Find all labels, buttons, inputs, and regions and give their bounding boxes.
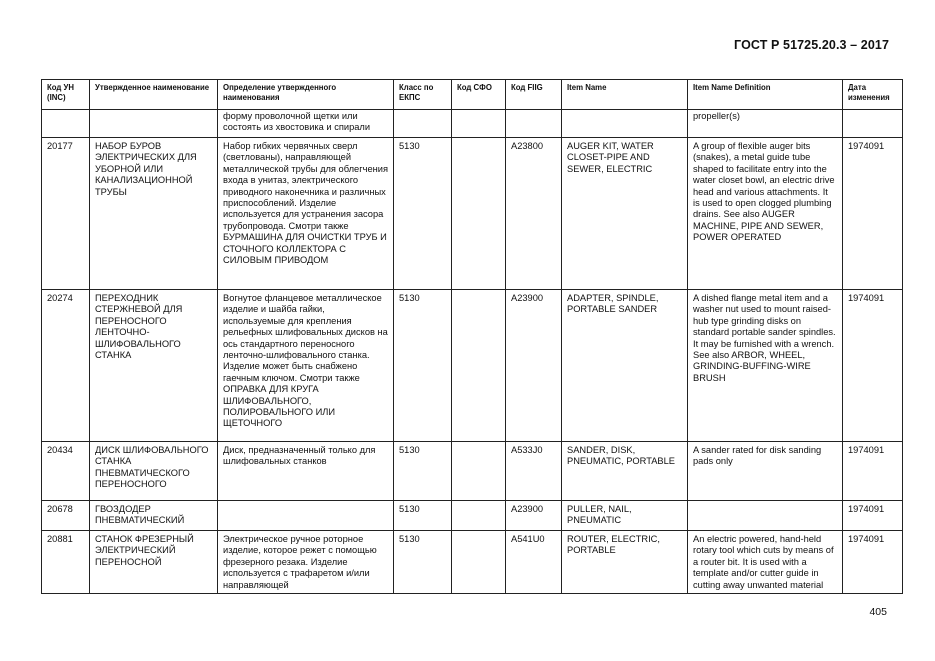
cell-item-name: ROUTER, ELECTRIC, PORTABLE bbox=[562, 531, 688, 594]
table-row bbox=[42, 110, 903, 138]
cell-approved-name: ПЕРЕХОДНИК СТЕРЖНЕВОЙ ДЛЯ ПЕРЕНОСНОГО ЛЕНТОЧНО-ШЛИФОВАЛЬНОГО СТАНКА bbox=[90, 290, 218, 442]
table-row bbox=[42, 290, 903, 442]
table-header-row bbox=[42, 80, 903, 110]
cell-change-date: 1974091 bbox=[843, 531, 903, 594]
table-row bbox=[42, 138, 903, 290]
table-row bbox=[42, 531, 903, 594]
cell-item-name bbox=[562, 110, 688, 138]
cell-sfo-code bbox=[452, 531, 506, 594]
cell-ekps-class bbox=[394, 110, 452, 138]
cell-approved-definition: Вогнутое фланцевое металлическое изделие и шайба гайки, используемые для крепления рельефных шлифовальных дисков на ось стандартного переносного ленточно-шлифовального станка. Изделие может быть снабжено гаечным ключом. Смотри также ОПРАВКА ДЛЯ КРУГА ШЛИФОВАЛЬНОГО, ПОЛИРОВАЛЬНОГО ИЛИ ЩЕТОЧНОГО bbox=[218, 290, 394, 442]
cell-item-definition: A sander rated for disk sanding pads only bbox=[688, 442, 843, 501]
cell-change-date bbox=[843, 110, 903, 138]
cell-item-definition: A group of flexible auger bits (snakes), a metal guide tube shaped to facilitate entry into the water closet bowl, an electric drive head and various attachments. It is used to open clogged plumbing drains. See also AUGER MACHINE, PIPE AND SEWER, POWER OPERATED bbox=[688, 138, 843, 290]
cell-fiig-code: A23900 bbox=[506, 501, 562, 531]
cell-fiig-code: A533J0 bbox=[506, 442, 562, 501]
cell-approved-definition: Набор гибких червячных сверл (светлованы), направляющей металлической трубы для облегчения входа в унитаз, электрического приводного наконечника и различных приспособлений. Изделие используется для устранения засора трубопровода. Смотри также БУРМАШИНА ДЛЯ ОЧИСТКИ ТРУБ И СТОЧНОГО КОЛЛЕКТОРА С СИЛОВЫМ ПРИВОДОМ bbox=[218, 138, 394, 290]
cell-fiig-code: A23800 bbox=[506, 138, 562, 290]
cell-sfo-code bbox=[452, 442, 506, 501]
cell-ekps-class: 5130 bbox=[394, 442, 452, 501]
cell-item-name: AUGER KIT, WATER CLOSET-PIPE AND SEWER, ELECTRIC bbox=[562, 138, 688, 290]
cell-approved-name: ДИСК ШЛИФОВАЛЬНОГО СТАНКА ПНЕВМАТИЧЕСКОГО ПЕРЕНОСНОГО bbox=[90, 442, 218, 501]
column-header-fiig-code: Код FIIG bbox=[506, 80, 562, 110]
table-row bbox=[42, 442, 903, 501]
cell-approved-name bbox=[90, 110, 218, 138]
cell-sfo-code bbox=[452, 138, 506, 290]
cell-inc: 20177 bbox=[42, 138, 90, 290]
cell-approved-definition: форму проволочной щетки или состоять из хвостовика и спирали bbox=[218, 110, 394, 138]
table-row bbox=[42, 501, 903, 531]
catalog-table bbox=[41, 79, 903, 594]
cell-inc: 20434 bbox=[42, 442, 90, 501]
cell-fiig-code: A541U0 bbox=[506, 531, 562, 594]
cell-item-definition: A dished flange metal item and a washer nut used to mount raised-hub type grinding disks on standard portable sander spindles. It may be furnished with a wrench. See also ARBOR, WHEEL, GRINDING-BUFFING-WIRE BRUSH bbox=[688, 290, 843, 442]
cell-inc bbox=[42, 110, 90, 138]
cell-fiig-code bbox=[506, 110, 562, 138]
cell-ekps-class: 5130 bbox=[394, 531, 452, 594]
cell-inc: 20678 bbox=[42, 501, 90, 531]
column-header-inc: Код УН (INC) bbox=[42, 80, 90, 110]
column-header-item-name: Item Name bbox=[562, 80, 688, 110]
cell-approved-name: НАБОР БУРОВ ЭЛЕКТРИЧЕСКИХ ДЛЯ УБОРНОЙ ИЛИ КАНАЛИЗАЦИОННОЙ ТРУБЫ bbox=[90, 138, 218, 290]
cell-change-date: 1974091 bbox=[843, 501, 903, 531]
cell-item-name: ADAPTER, SPINDLE, PORTABLE SANDER bbox=[562, 290, 688, 442]
cell-change-date: 1974091 bbox=[843, 290, 903, 442]
cell-approved-definition: Диск, предназначенный только для шлифовальных станков bbox=[218, 442, 394, 501]
cell-inc: 20881 bbox=[42, 531, 90, 594]
cell-approved-definition: Электрическое ручное роторное изделие, которое режет с помощью фрезерного резака. Изделие используется с трафаретом и/или направляющей bbox=[218, 531, 394, 594]
cell-item-definition: An electric powered, hand-held rotary tool which cuts by means of a router bit. It is used with a template and/or cutter guide in cutting away unwanted material bbox=[688, 531, 843, 594]
cell-approved-definition bbox=[218, 501, 394, 531]
cell-approved-name: СТАНОК ФРЕЗЕРНЫЙ ЭЛЕКТРИЧЕСКИЙ ПЕРЕНОСНОЙ bbox=[90, 531, 218, 594]
column-header-approved-name: Утвержденное наименование bbox=[90, 80, 218, 110]
column-header-item-definition: Item Name Definition bbox=[688, 80, 843, 110]
cell-item-definition bbox=[688, 501, 843, 531]
page-number: 405 bbox=[869, 606, 887, 618]
cell-sfo-code bbox=[452, 501, 506, 531]
cell-item-definition: propeller(s) bbox=[688, 110, 843, 138]
cell-ekps-class: 5130 bbox=[394, 501, 452, 531]
cell-approved-name: ГВОЗДОДЕР ПНЕВМАТИЧЕСКИЙ bbox=[90, 501, 218, 531]
cell-change-date: 1974091 bbox=[843, 138, 903, 290]
cell-ekps-class: 5130 bbox=[394, 290, 452, 442]
cell-ekps-class: 5130 bbox=[394, 138, 452, 290]
cell-sfo-code bbox=[452, 110, 506, 138]
column-header-ekps-class: Класс по ЕКПС bbox=[394, 80, 452, 110]
column-header-change-date: Дата изменения bbox=[843, 80, 903, 110]
cell-sfo-code bbox=[452, 290, 506, 442]
cell-item-name: PULLER, NAIL, PNEUMATIC bbox=[562, 501, 688, 531]
cell-item-name: SANDER, DISK, PNEUMATIC, PORTABLE bbox=[562, 442, 688, 501]
cell-fiig-code: A23900 bbox=[506, 290, 562, 442]
cell-change-date: 1974091 bbox=[843, 442, 903, 501]
document-title: ГОСТ Р 51725.20.3 – 2017 bbox=[734, 38, 889, 52]
cell-inc: 20274 bbox=[42, 290, 90, 442]
column-header-sfo-code: Код СФО bbox=[452, 80, 506, 110]
column-header-approved-definition: Определение утвержденного наименования bbox=[218, 80, 394, 110]
